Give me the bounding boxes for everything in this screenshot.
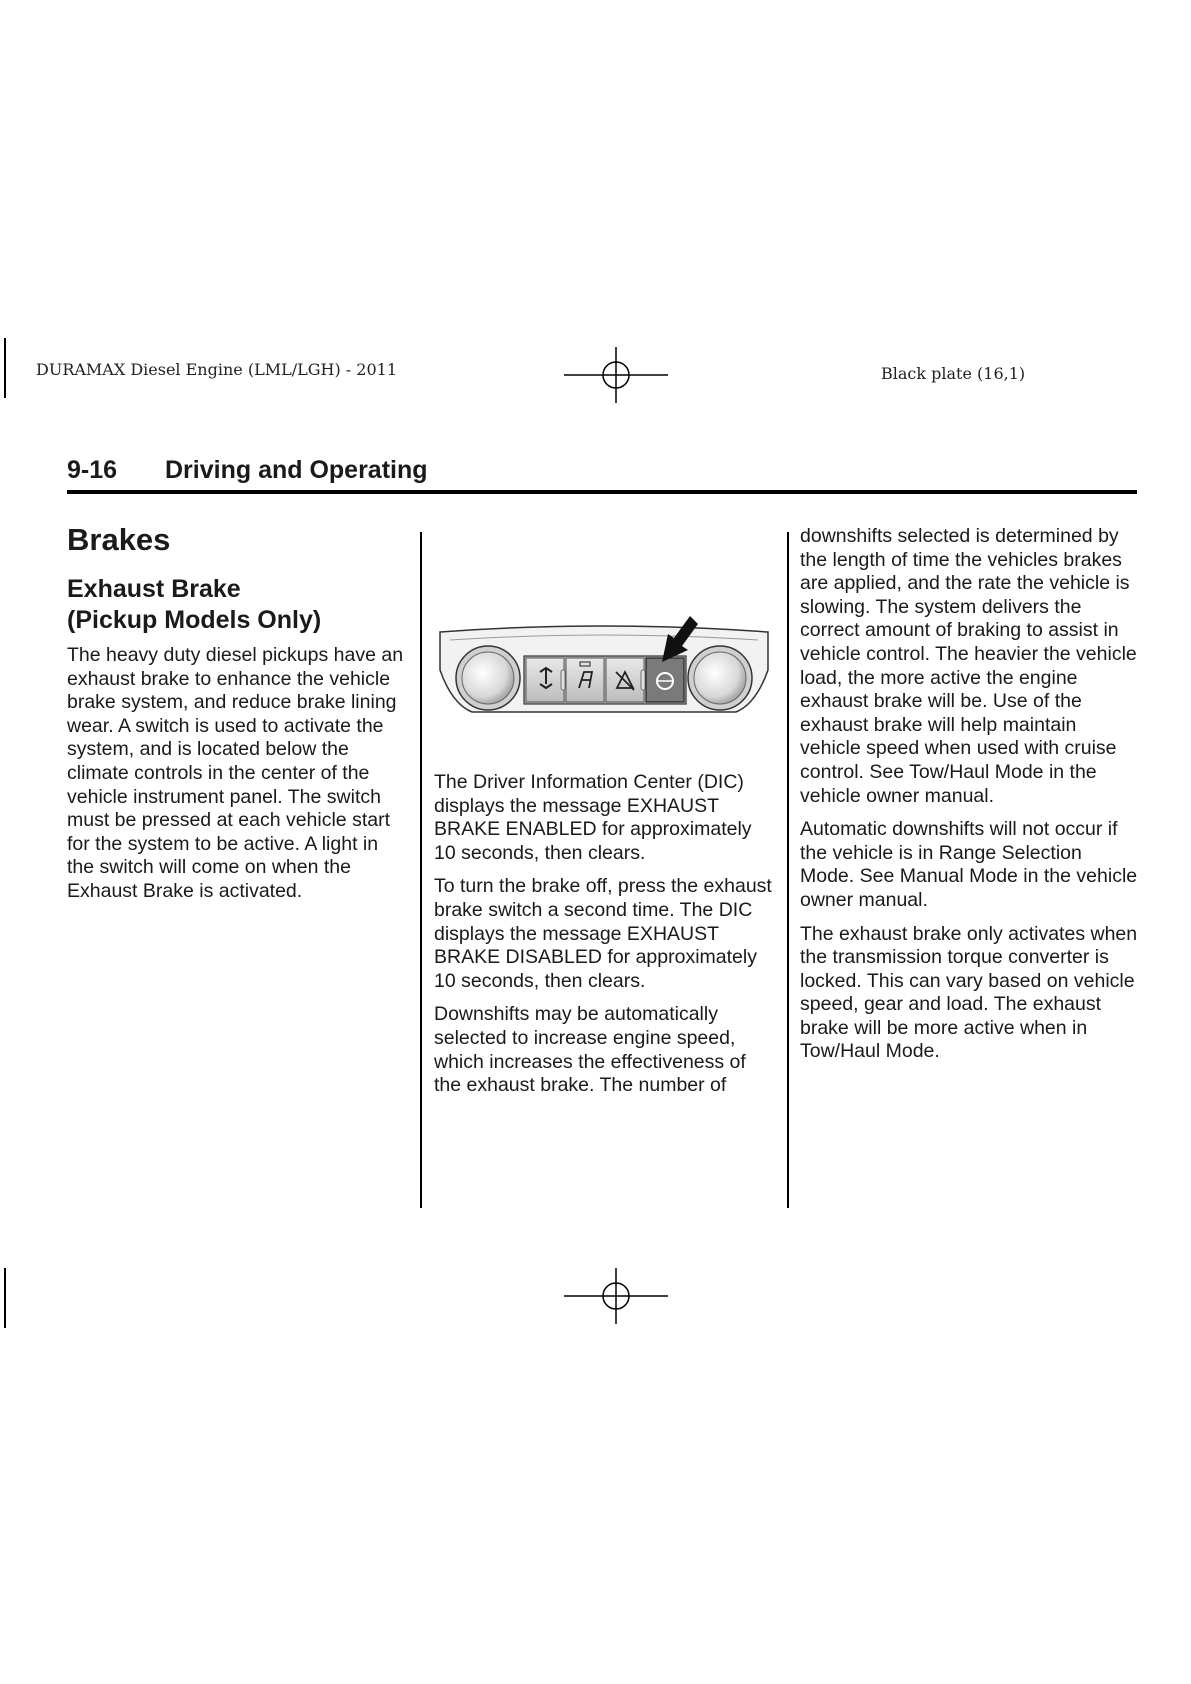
column-divider-1 xyxy=(420,532,422,1208)
paragraph: The exhaust brake only activates when the transmission torque converter is locked. This can vary based on vehicle speed, gear and load. The exhaust brake will be more active when in Tow/Haul Mode. xyxy=(800,922,1138,1063)
crop-mark-left-top xyxy=(4,338,6,398)
exhaust-brake-switch-illustration xyxy=(436,612,772,720)
paragraph: downshifts selected is determined by the length of time the vehicles brakes are applied, and the rate the vehicle is slowing. The system delivers the correct amount of braking to assist in vehicle control. The heavier the vehicle load, the more active the engine exhaust brake will be. Use of the exhaust brake will help maintain vehicle speed when used with cruise control. See Tow/Haul Mode in the vehicle owner manual. xyxy=(800,525,1137,807)
paragraph: The heavy duty diesel pickups have an exhaust brake to enhance the vehicle brake system, and reduce brake lining wear. A switch is used to activate the system, and is located below the climate controls in the center of the vehicle instrument panel. The switch must be pressed at each vehicle start for the system to be active. A light in the switch will come on when the Exhaust Brake is activated. xyxy=(67,644,404,902)
registration-mark-top xyxy=(564,347,668,403)
rear-defog-icon xyxy=(526,658,564,702)
subheading-line-1: Exhaust Brake xyxy=(67,575,241,603)
plate-info-left: DURAMAX Diesel Engine (LML/LGH) - 2011 xyxy=(36,360,397,379)
hazard-off-icon xyxy=(606,658,644,702)
plate-info-right: Black plate (16,1) xyxy=(881,364,1026,383)
paragraph: Automatic downshifts will not occur if the vehicle is in Range Selection Mode. See Manual Mode in the vehicle owner manual. xyxy=(800,818,1138,911)
climate-knob-icon xyxy=(688,646,752,710)
traction-control-icon xyxy=(566,658,604,702)
paragraph: Downshifts may be automatically selected to increase engine speed, which increases the effectiveness of the exhaust brake. The number of xyxy=(434,1003,746,1097)
page-heading: Brakes xyxy=(67,522,171,557)
subheading xyxy=(67,574,407,636)
column-3 xyxy=(800,525,1140,1074)
exhaust-brake-icon xyxy=(646,658,684,702)
column-divider-2 xyxy=(787,532,789,1208)
climate-knob-icon xyxy=(456,646,520,710)
page-header xyxy=(67,452,1137,494)
column-1 xyxy=(67,522,407,914)
crop-mark-left-bottom xyxy=(4,1268,6,1328)
section-title: Driving and Operating xyxy=(165,456,428,484)
column-2 xyxy=(434,771,774,1108)
paragraph: The Driver Information Center (DIC) displays the message EXHAUST BRAKE ENABLED for approximately 10 seconds, then clears. xyxy=(434,771,752,864)
subheading-line-2: (Pickup Models Only) xyxy=(67,606,322,634)
registration-mark-bottom xyxy=(564,1268,668,1324)
paragraph: To turn the brake off, press the exhaust brake switch a second time. The DIC displays the message EXHAUST BRAKE DISABLED for approximately 10 seconds, then clears. xyxy=(434,875,772,992)
page-number: 9-16 xyxy=(67,456,118,484)
